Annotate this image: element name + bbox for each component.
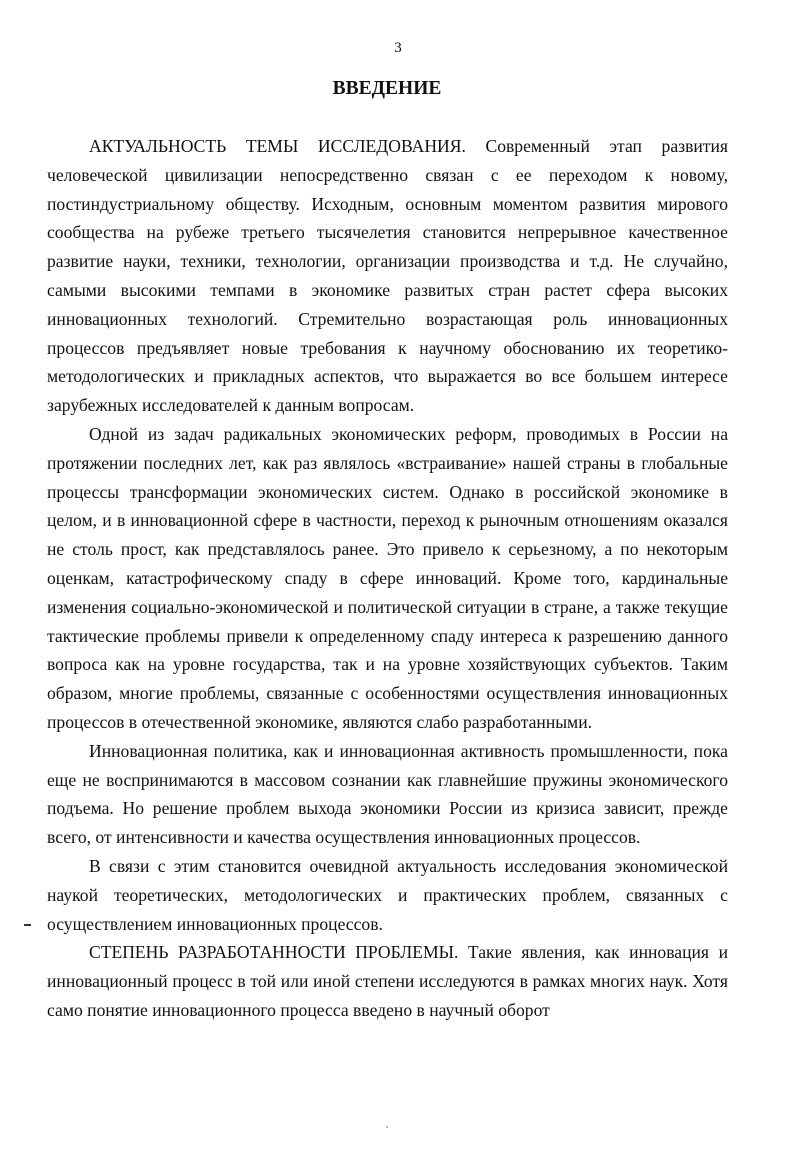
body-text <box>47 132 728 1025</box>
page-number: 3 <box>394 40 402 56</box>
paragraph-innovation-policy: Инновационная политика, как и инновационная активность промышленности, пока еще не воспринимаются в массовом сознании как главнейшие пружины экономического подъема. Но решение проблем выхода экономики России из кризиса зависит, прежде всего, от интенсивности и качества осуществления инновационных процессов. <box>47 740 728 848</box>
paragraph-degree-of-development: СТЕПЕНЬ РАЗРАБОТАННОСТИ ПРОБЛЕМЫ. Такие явления, как инновация и инновационный процесс в той или иной степени исследуются в рамках многих наук. Хотя само понятие инновационного процесса введено в научный оборот <box>47 942 728 1020</box>
paragraph-research-importance: В связи с этим становится очевидной актуальность исследования экономической наукой теоретических, методологических и практических проблем, связанных с осуществлением инновационных процессов. <box>47 855 728 934</box>
paragraph-relevance: АКТУАЛЬНОСТЬ ТЕМЫ ИССЛЕДОВАНИЯ. Современный этап развития человеческой цивилизации непосредственно связан с ее переходом к новому, постиндустриальному обществу. Исходным, основным моментом развития мирового сообщества на рубеже третьего тысячелетия становится непрерывное качественное развитие науки, техники, технологии, организации производства и т.д. Не случайно, самыми высокими темпами в экономике развитых стран растет сфера высоких инновационных технологий. Стремительно возрастающая роль инновационных процессов предъявляет новые требования к научному обоснованию их теоретико-методологических и прикладных аспектов, что выражается во все большем интересе зарубежных исследователей к данным вопросам. <box>47 136 728 416</box>
scan-speck <box>386 1126 388 1128</box>
page-title: ВВЕДЕНИЕ <box>332 78 442 99</box>
paragraph-reforms: Одной из задач радикальных экономических реформ, проводимых в России на протяжении последних лет, как раз являлось «встраивание» нашей страны в глобальные процессы трансформации экономических систем. Однако в российской экономике в целом, и в инновационной сфере в частности, переход к рыночным отношениям оказался не столь прост, как представлялось ранее. Это привело к серьезному, а по некоторым оценкам, катастрофическому спаду в сфере инноваций. Кроме того, кардинальные изменения социально-экономической и политической ситуации в стране, а также текущие тактические проблемы привели к определенному спаду интереса к разрешению данного вопроса как на уровне государства, так и на уровне хозяйствующих субъектов. Таким образом, многие проблемы, связанные с особенностями осуществления инновационных процессов в отечественной экономике, являются слабо разработанными. <box>47 423 728 732</box>
scan-stray-mark <box>24 924 31 926</box>
